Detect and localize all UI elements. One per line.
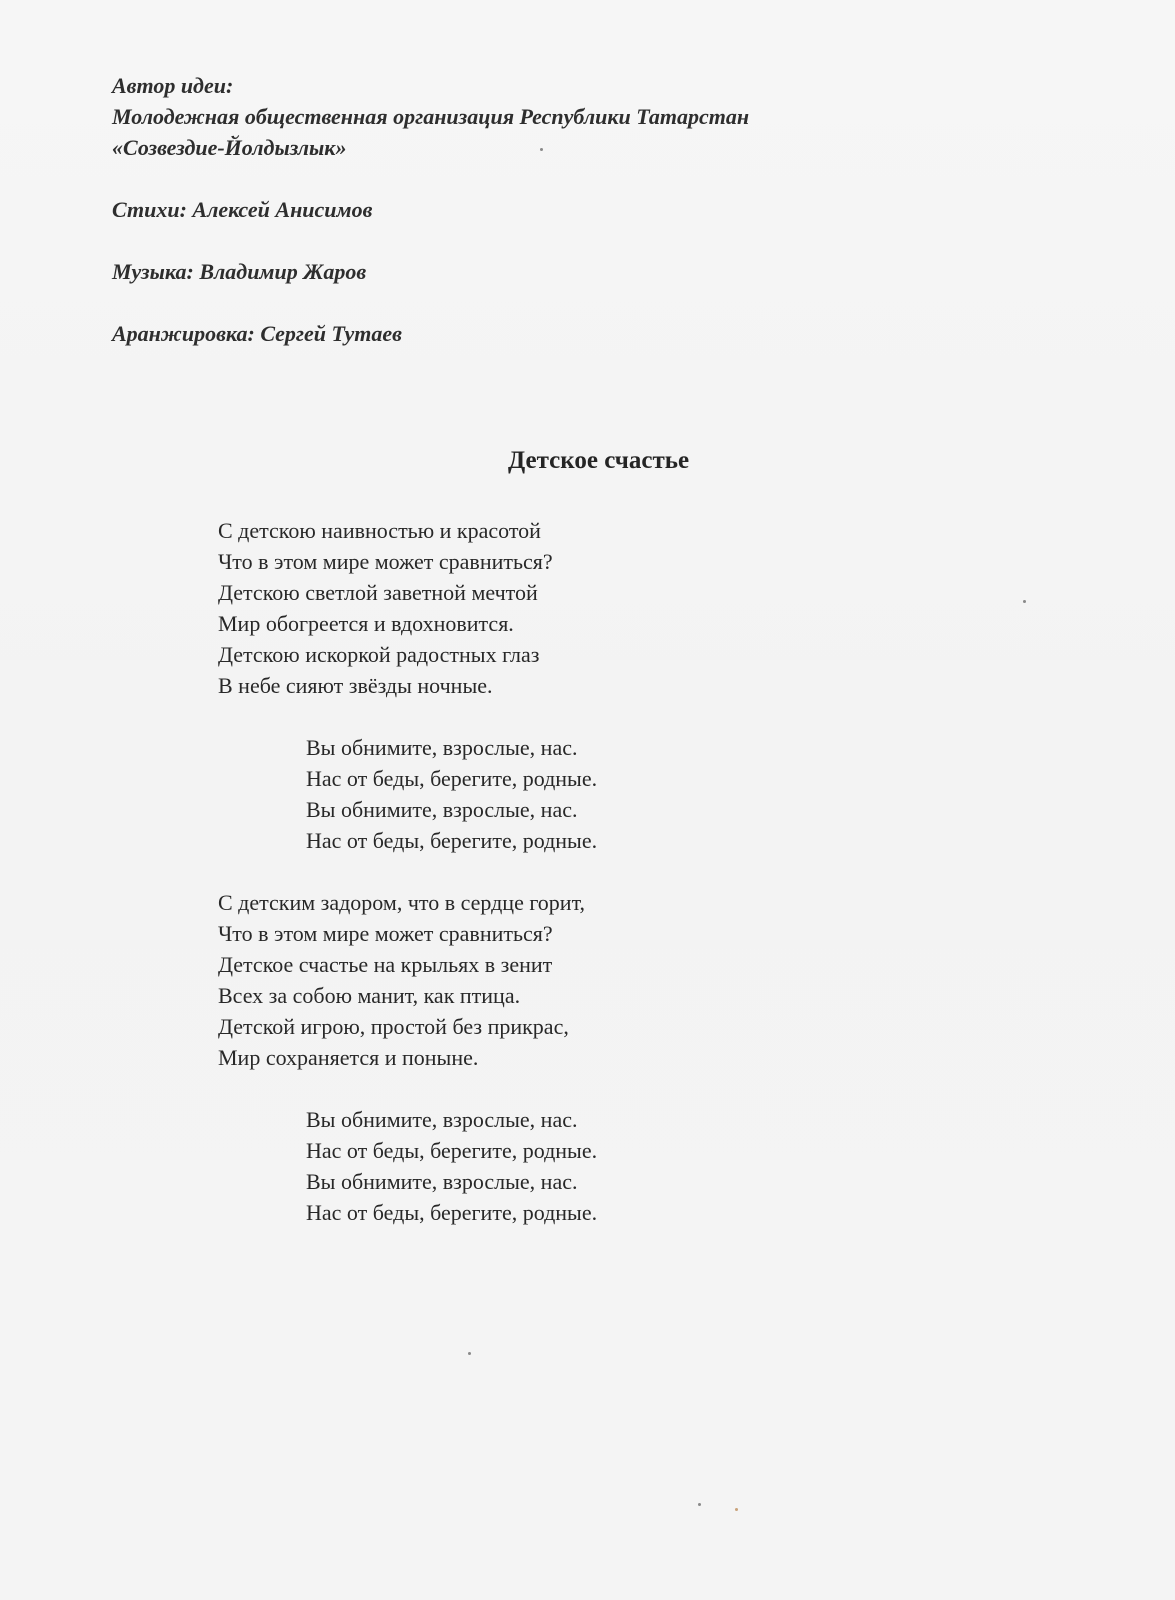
lyric-line: Всех за собою манит, как птица.: [218, 983, 521, 1008]
credit-lyrics: [112, 194, 749, 225]
lyric-line: Детскою искоркой радостных глаз: [218, 642, 540, 667]
lyric-line: С детским задором, что в сердце горит,: [218, 890, 586, 915]
credit-organization: Молодежная общественная организация Республики Татарстан: [112, 104, 750, 129]
lyric-line: Мир сохраняется и поныне.: [218, 1045, 479, 1070]
lyric-line: Детской игрою, простой без прикрас,: [218, 1014, 569, 1039]
scan-speck: [468, 1352, 471, 1355]
lyric-line: В небе сияют звёзды ночные.: [218, 673, 493, 698]
lyric-line: Мир обогреется и вдохновится.: [218, 611, 514, 636]
credit-arrangement-line: Аранжировка: Сергей Тутаев: [112, 321, 402, 346]
lyric-line: Что в этом мире может сравниться?: [218, 921, 553, 946]
verse-2: [218, 887, 597, 1073]
credit-organization-name: «Созвездие-Йолдызлык»: [112, 135, 347, 160]
lyric-line: Детскою светлой заветной мечтой: [218, 580, 538, 605]
credit-lyrics-line: Стихи: Алексей Анисимов: [112, 197, 373, 222]
credit-arrangement: [112, 318, 749, 349]
chorus-1: [306, 732, 597, 856]
lyric-line: Нас от беды, берегите, родные.: [306, 1200, 598, 1225]
lyric-line: Детское счастье на крыльях в зенит: [218, 952, 553, 977]
scan-speck: [735, 1508, 738, 1511]
song-lyrics: [218, 515, 597, 1259]
lyric-line: С детскою наивностью и красотой: [218, 518, 541, 543]
scan-speck: [540, 148, 543, 151]
lyric-line: Вы обнимите, взрослые, нас.: [306, 797, 578, 822]
credit-music: [112, 256, 749, 287]
credit-idea-author: [112, 70, 749, 163]
lyric-line: Нас от беды, берегите, родные.: [306, 828, 598, 853]
lyric-line: Что в этом мире может сравниться?: [218, 549, 553, 574]
lyric-line: Нас от беды, берегите, родные.: [306, 1138, 598, 1163]
scan-speck: [698, 1503, 701, 1506]
lyric-line: Вы обнимите, взрослые, нас.: [306, 735, 578, 760]
lyric-line: Вы обнимите, взрослые, нас.: [306, 1169, 578, 1194]
credits: [112, 70, 749, 380]
verse-1: [218, 515, 597, 701]
credit-music-line: Музыка: Владимир Жаров: [112, 259, 367, 284]
scan-speck: [1023, 600, 1026, 603]
chorus-2: [306, 1104, 597, 1228]
lyric-line: Нас от беды, берегите, родные.: [306, 766, 598, 791]
song-title: Детское счастье: [508, 447, 690, 474]
credit-label-idea: Автор идеи:: [112, 73, 234, 98]
lyric-line: Вы обнимите, взрослые, нас.: [306, 1107, 578, 1132]
